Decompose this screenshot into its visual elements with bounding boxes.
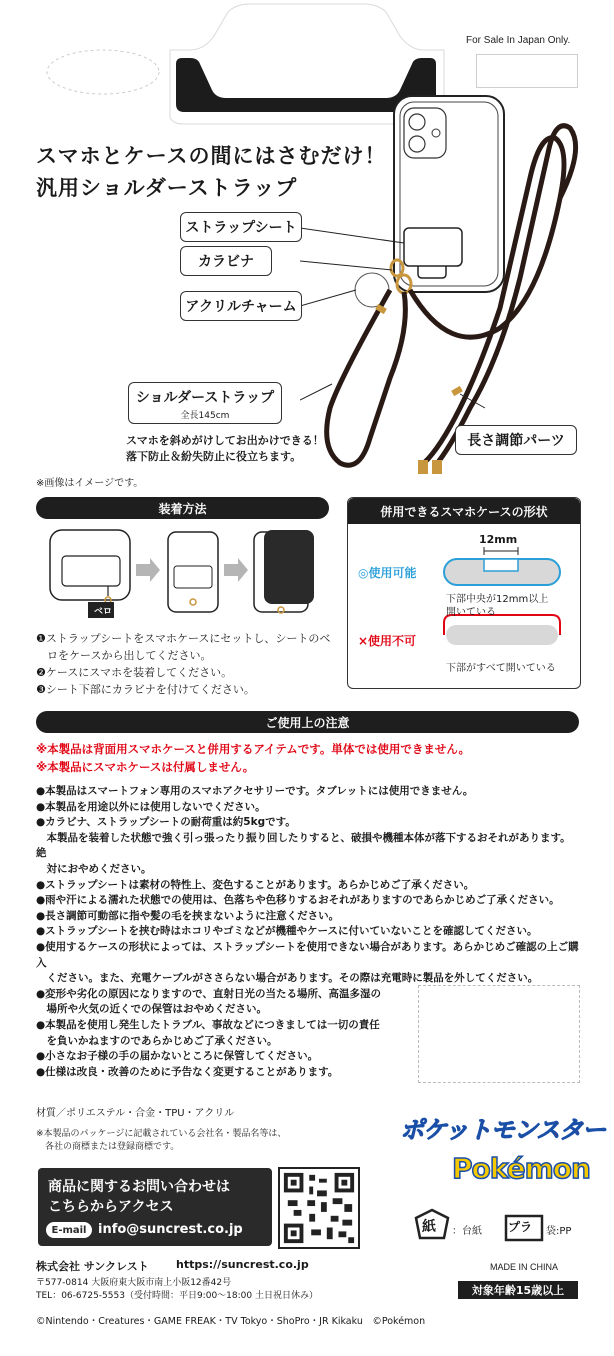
paper-desc: ：台紙	[452, 1226, 482, 1237]
compat-ng: ×使用不可	[358, 634, 417, 648]
contact-line1: 商品に関するお問い合わせは	[48, 1179, 230, 1195]
sale-notice: For Sale In Japan Only.	[466, 35, 571, 46]
qr-code[interactable]	[278, 1167, 360, 1249]
compat-ok-desc2: 開いている	[446, 607, 496, 618]
caution-item: ●ストラップシートは素材の特性上、変色することがあります。あらかじめご了承ください。	[36, 878, 475, 891]
install-steps	[36, 630, 330, 698]
copyright: ©Nintendo・Creatures・GAME FREAK・TV Tokyo・ShoPro・JR Kikaku ©Pokémon	[36, 1316, 426, 1327]
caution-item: 本製品を装着した状態で強く引っ張ったり振り回したりすると、破損や機種本体が落下するおそれがあります。絶	[36, 831, 571, 860]
image-note: ※画像はイメージです。	[36, 478, 144, 489]
warning-red-1: ※本製品は背面用スマホケースと併用するアイテムです。単体では使用できません。	[36, 742, 471, 756]
caution-item: 場所や火気の近くでの保管はおやめください。	[36, 1003, 267, 1016]
lot-print-area	[418, 985, 580, 1083]
strap-sheet	[404, 228, 462, 266]
caution-item: ●小さなお子様の手の届かないところに保管してください。	[36, 1050, 319, 1063]
install-step: ❶ストラップシートをスマホケースにセットし、シートのベ	[36, 632, 331, 645]
compat-title: 併用できるスマホケースの形状	[348, 498, 580, 524]
install-step: ロをケースから出してください。	[36, 649, 212, 662]
age-badge: 対象年齢15歳以上	[458, 1281, 578, 1299]
caution-item: ください。また、充電ケーブルがささらない場合があります。その際は充電時に製品を外してください。	[36, 972, 539, 985]
caution-item: を負いかねますのであらかじめご了承ください。	[36, 1034, 278, 1047]
caution-item: 対におやめください。	[36, 862, 152, 875]
company-address: 〒577-0814 大阪府東大阪市南上小阪12番42号	[36, 1278, 232, 1288]
company-tel: TEL：06-6725-5553（受付時間：平日9:00〜18:00 土日祝日休み）	[36, 1291, 318, 1301]
label-strap-sheet: ストラップシート	[180, 212, 302, 242]
caution-item: ●雨や汗による濡れた状態での使用は、色落ちや色移りするおそれがありますのであらかじめご了承ください。	[36, 894, 560, 907]
label-adjuster: 長さ調節パーツ	[455, 425, 577, 455]
compat-ok-desc1: 下部中央が12mm以上	[446, 594, 549, 605]
headline-line1: スマホとケースの間にはさむだけ！	[36, 144, 387, 168]
company-name: 株式会社 サンクレスト	[36, 1260, 149, 1273]
compat-ng-desc: 下部がすべて開いている	[446, 663, 556, 674]
strap-left	[327, 290, 406, 465]
caution-item: ●ストラップシートを挟む時はホコリやゴミなどが機種やケースに付いていないことを確認してください。	[36, 925, 538, 938]
contact-box	[38, 1168, 272, 1246]
contact-line2: こちらからアクセス	[48, 1199, 174, 1215]
pokemon-en-logo: Pokémon	[452, 1152, 590, 1185]
compat-width: 12mm	[479, 533, 518, 546]
caution-item: ●本製品はスマートフォン専用のスマホアクセサリーです。タブレットには使用できません。	[36, 785, 474, 797]
install-title: 装着方法	[36, 497, 329, 519]
caution-item: ●カラビナ、ストラップシートの耐荷重は約5kgです。	[36, 816, 296, 829]
benefit-line2: 落下防止＆紛失防止に役立ちます。	[126, 450, 302, 463]
caution-item: ●仕様は改良・改善のために予告なく変更することがあります。	[36, 1065, 339, 1078]
caution-item: ●変形や劣化の原因になりますので、直射日光の当たる場所、高温多湿の	[36, 987, 381, 1000]
trademark-line2: 各社の商標または登録商標です。	[36, 1142, 180, 1152]
install-step: ❸シート下部にカラビナを付けてください。	[36, 683, 255, 696]
plastic-desc: 袋:PP	[546, 1226, 572, 1237]
compat-ok: ◎使用可能	[358, 566, 417, 580]
made-in: MADE IN CHINA	[490, 1262, 559, 1272]
trademark-line1: ※本製品のパッケージに記載されている会社名・製品名等は、	[36, 1129, 287, 1139]
product-illustration	[300, 78, 600, 478]
caution-item: ●本製品を使用し発生したトラブル、事故などにつきましては一切の責任	[36, 1018, 380, 1031]
label-shoulder-strap	[128, 382, 282, 424]
caution-item: ●使用するケースの形状によっては、ストラップシートを使用できない場合があります。あらかじめご確認の上ご購入	[36, 940, 579, 969]
cautions-title: ご使用上の注意	[36, 711, 579, 733]
label-carabiner: カラビナ	[180, 246, 272, 276]
materials: 材質／ポリエステル・合金・TPU・アクリル	[36, 1108, 235, 1119]
contact-email[interactable]: info@suncrest.co.jp	[98, 1222, 243, 1237]
strap-length: 全長145cm	[180, 411, 230, 421]
tab-label: ベロ	[94, 607, 113, 617]
company-url[interactable]: https://suncrest.co.jp	[176, 1258, 309, 1271]
label-acrylic-charm: アクリルチャーム	[180, 291, 302, 321]
shoulder-strap-text: ショルダーストラップ	[135, 390, 275, 406]
caution-item: ●本製品を用途以外には使用しないでください。	[36, 800, 266, 813]
plastic-mark: プラ	[508, 1220, 533, 1234]
install-step: ❷ケースにスマホを装着してください。	[36, 666, 233, 679]
headline-line2: 汎用ショルダーストラップ	[36, 176, 298, 200]
paper-mark: 紙	[422, 1219, 436, 1235]
pokemon-jp-logo: ポケットモンスター	[400, 1116, 606, 1144]
benefit-line1: スマホを斜めがけしてお出かけできる！	[126, 434, 324, 447]
email-tag: E-mail	[46, 1222, 92, 1238]
caution-item: ●長さ調節可動部に指や髪の毛を挟まないように注意ください。	[36, 909, 340, 922]
install-diagram	[36, 526, 329, 626]
warning-red-2: ※本製品にスマホケースは付属しません。	[36, 760, 255, 774]
